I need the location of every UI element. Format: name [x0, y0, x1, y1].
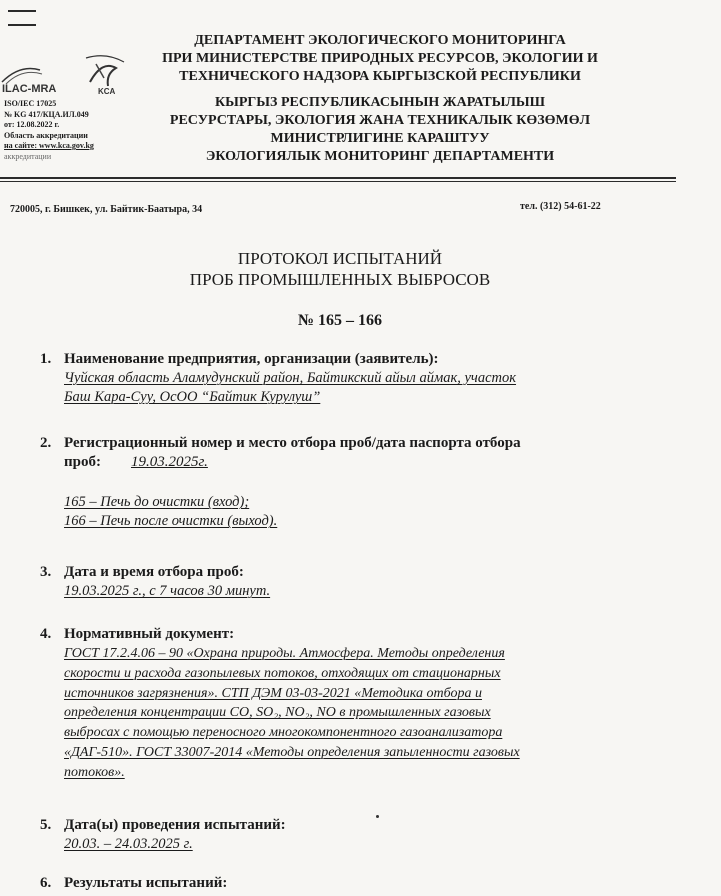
section-number: 4. — [40, 626, 52, 642]
header-divider-thin — [0, 181, 676, 182]
header-line: КЫРГЫЗ РЕСПУБЛИКАСЫНЫН ЖАРАТЫЛЫШ — [214, 95, 546, 110]
kca-logo — [82, 52, 128, 96]
section-value — [64, 644, 640, 783]
section-value: 19.03.2025 г., с 7 часов 30 минут. — [64, 583, 271, 599]
header-russian — [140, 32, 620, 86]
header-line: ТЕХНИЧЕСКОГО НАДЗОРА КЫРГЫЗСКОЙ РЕСПУБЛИКИ — [179, 69, 581, 84]
document-title — [130, 248, 550, 290]
kca-text: KCA — [98, 87, 116, 96]
title-line: ПРОТОКОЛ ИСПЫТАНИЙ — [237, 249, 443, 268]
section-normative-document — [40, 625, 640, 783]
value-line: ГОСТ 17.2.4.06 – 90 «Охрана природы. Атмосфера. Методы определения — [64, 646, 505, 661]
accreditation-line: на сайте: www.kca.gov.kg — [4, 141, 94, 150]
section-value: 20.03. – 24.03.2025 г. — [64, 836, 193, 852]
ilac-mra-logo — [0, 62, 62, 102]
title-line: ПРОБ ПРОМЫШЛЕННЫХ ВЫБРОСОВ — [189, 270, 491, 289]
section-number: 1. — [40, 351, 52, 367]
value-line: источников загрязнения». СТП ДЭМ 03-03-2021 «Методика отбора и — [64, 685, 482, 701]
phone: тел. (312) 54-61-22 — [520, 201, 601, 212]
section-number: 6. — [40, 875, 52, 891]
protocol-number: № 165 – 166 — [297, 312, 383, 329]
heading-cont-text: проб: — [64, 454, 101, 470]
value-line: выбросах с помощью переносного многокомпонентного газоанализатора — [64, 725, 503, 741]
section-heading: Наименование предприятия, организации (заявитель): — [64, 351, 439, 367]
value-line: «ДАГ-510». ГОСТ 33007-2014 «Методы определения запыленности газовых — [64, 744, 520, 760]
value-line: потоков». — [64, 764, 125, 780]
section-test-dates — [40, 816, 640, 854]
header-divider — [0, 177, 676, 179]
header-line: МИНИСТРЛИГИНЕ КАРАШТУУ — [270, 131, 490, 146]
address: 720005, г. Бишкек, ул. Байтик-Баатыра, 34 — [10, 204, 203, 215]
value-line: Чуйская область Аламудунский район, Байтикский айыл аймак, участок — [64, 370, 517, 386]
section-heading: Дата и время отбора проб: — [64, 564, 244, 580]
section-heading: Регистрационный номер и место отбора проб/дата паспорта отбора — [64, 435, 521, 451]
accreditation-block — [4, 99, 144, 162]
value-line: Баш Кара-Суу, ОсОО “Байтик Курулуш” — [64, 389, 321, 405]
value-line: 166 – Печь после очистки (выход). — [64, 513, 278, 529]
header-line: РЕСУРСТАРЫ, ЭКОЛОГИЯ ЖАНА ТЕХНИКАЛЫК КӨЗӨМӨЛ — [169, 113, 591, 128]
accreditation-line: от: 12.08.2022 г. — [4, 120, 60, 129]
section-value — [64, 493, 640, 531]
accreditation-line: ISO/IEC 17025 — [4, 99, 57, 108]
section-heading-cont — [64, 453, 640, 472]
section-results — [40, 874, 640, 893]
section-applicant — [40, 350, 640, 407]
value-line: определения концентрации СО, SO₂, NO₂, NO в промышленных газовых — [64, 705, 491, 721]
header-line: ДЕПАРТАМЕНТ ЭКОЛОГИЧЕСКОГО МОНИТОРИНГА — [194, 33, 566, 48]
value-line: 165 – Печь до очистки (вход); — [64, 494, 250, 510]
section-value — [64, 369, 640, 407]
section-heading: Результаты испытаний: — [64, 875, 228, 891]
header-line: ЭКОЛОГИЯЛЫК МОНИТОРИНГ ДЕПАРТАМЕНТИ — [205, 149, 555, 164]
section-sampling-datetime — [40, 563, 640, 601]
section-heading: Нормативный документ: — [64, 626, 235, 642]
sampling-passport-date: 19.03.2025г. — [130, 454, 208, 470]
section-number: 2. — [40, 435, 52, 451]
header-line: ПРИ МИНИСТЕРСТВЕ ПРИРОДНЫХ РЕСУРСОВ, ЭКОЛОГИИ И — [162, 51, 598, 66]
corner-mark — [8, 10, 36, 26]
section-number: 5. — [40, 817, 52, 833]
section-heading: Дата(ы) проведения испытаний: — [64, 817, 286, 833]
accreditation-line: Область аккредитации — [4, 130, 88, 140]
ilac-mra-text: ILAC-MRA — [2, 83, 57, 95]
section-registration — [40, 434, 640, 531]
header-kyrgyz — [140, 94, 620, 166]
section-number: 3. — [40, 564, 52, 580]
accreditation-line: аккредитации — [4, 151, 52, 161]
value-line: скорости и расхода газопылевых потоков, отходящих от стационарных — [64, 665, 501, 681]
accreditation-line: № KG 417/КЦА.ИЛ.049 — [4, 109, 89, 119]
